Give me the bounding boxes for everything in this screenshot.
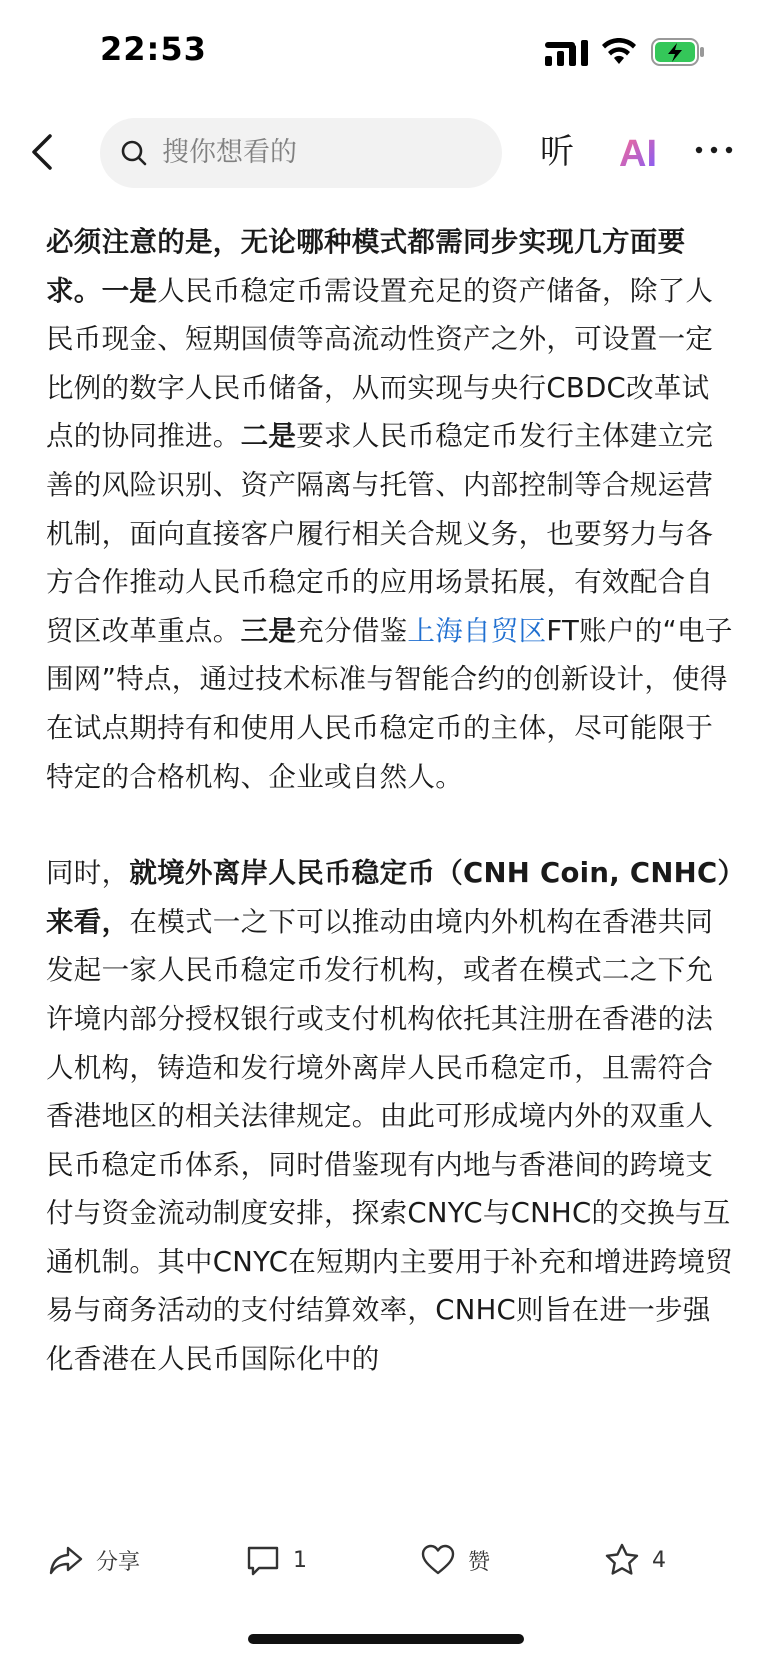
p2-text-2: 在模式一之下可以推动由境内外机构在香港共同发起一家人民币稳定币发行机构，或者在模式二之下允许境内部分授权银行或支付机构依托其注册在香港的法人机构，铸造和发行境外离岸人民币稳定币，且需符合香港地区的相关法律规定。由此可形成境内外的双重人民币稳定币体系，同时借鉴现有内地与香港间的跨境支付与资金流动制度安排，探索CNYC与CNHC的交换与互通机制。其中CNYC在短期内主要用于补充和增进跨境贸易与商务活动的支付结算效率，CNHC则旨在进一步强化香港在人民币国际化中的 — [46, 905, 734, 1376]
back-button[interactable] — [24, 128, 64, 176]
wifi-icon — [601, 38, 637, 66]
top-nav — [0, 112, 768, 192]
article-body — [46, 218, 736, 1523]
p2-text-1: 同时， — [46, 857, 130, 890]
search-input[interactable] — [100, 118, 502, 188]
p1-bold-lead: 必须注意的是，无论哪种模式都需同步实现几方面要求。 — [46, 226, 686, 307]
status-time: 22:53 — [100, 30, 207, 68]
p1-text-4: FT账户的“电子围网”特点，通过技术标准与智能合约的创新设计，使得在试点期持有和使用人民币稳定币的主体，尽可能限于特定的合格机构、企业或自然人。 — [46, 614, 733, 793]
p1-bold-point-1: 一是 — [101, 274, 158, 307]
ai-label: AI — [619, 133, 657, 174]
comment-icon — [245, 1542, 281, 1578]
p1-text-3: 充分借鉴 — [296, 614, 408, 647]
favorite-count: 4 — [652, 1547, 666, 1573]
star-icon — [604, 1542, 640, 1578]
search-icon — [120, 139, 148, 167]
ai-button[interactable] — [617, 130, 665, 174]
p1-bold-point-3: 三是 — [240, 614, 297, 647]
battery-charging-icon — [651, 38, 705, 66]
share-icon — [48, 1542, 84, 1578]
share-label: 分享 — [96, 1549, 141, 1575]
more-horizontal-icon[interactable] — [694, 138, 734, 162]
like-button[interactable] — [420, 1538, 490, 1582]
cellular-signal-icon — [545, 40, 589, 66]
article-paragraph-2 — [46, 849, 736, 1384]
comment-count: 1 — [293, 1547, 307, 1573]
p1-text-2: 要求人民币稳定币发行主体建立完善的风险识别、资产隔离与托管、内部控制等合规运营机制，面向直接客户履行相关合规义务，也要努力与各方合作推动人民币稳定币的应用场景拓展，有效配合自贸区改革重点。 — [46, 420, 714, 647]
shanghai-ftz-link[interactable]: 上海自贸区 — [407, 614, 547, 647]
paragraph-gap — [46, 801, 736, 849]
p1-bold-point-2: 二是 — [240, 420, 297, 453]
comment-button[interactable] — [245, 1538, 307, 1582]
share-button[interactable] — [48, 1538, 140, 1582]
p1-text-1: 人民币稳定币需设置充足的资产储备，除了人民币现金、短期国债等高流动性资产之外，可设置一定比例的数字人民币储备，从而实现与央行CBDC改革试点的协同推进。 — [46, 274, 714, 453]
favorite-button[interactable] — [604, 1538, 666, 1582]
home-indicator[interactable] — [248, 1634, 524, 1644]
listen-button[interactable]: 听 — [540, 132, 574, 172]
heart-icon — [420, 1542, 456, 1578]
p2-bold-lead: 就境外离岸人民币稳定币（CNH Coin, CNHC）来看， — [46, 857, 732, 938]
like-label: 赞 — [468, 1549, 491, 1575]
search-placeholder: 搜你想看的 — [162, 137, 297, 168]
bottom-action-bar — [0, 1530, 768, 1590]
article-paragraph-1 — [46, 218, 736, 801]
status-bar — [0, 0, 768, 100]
